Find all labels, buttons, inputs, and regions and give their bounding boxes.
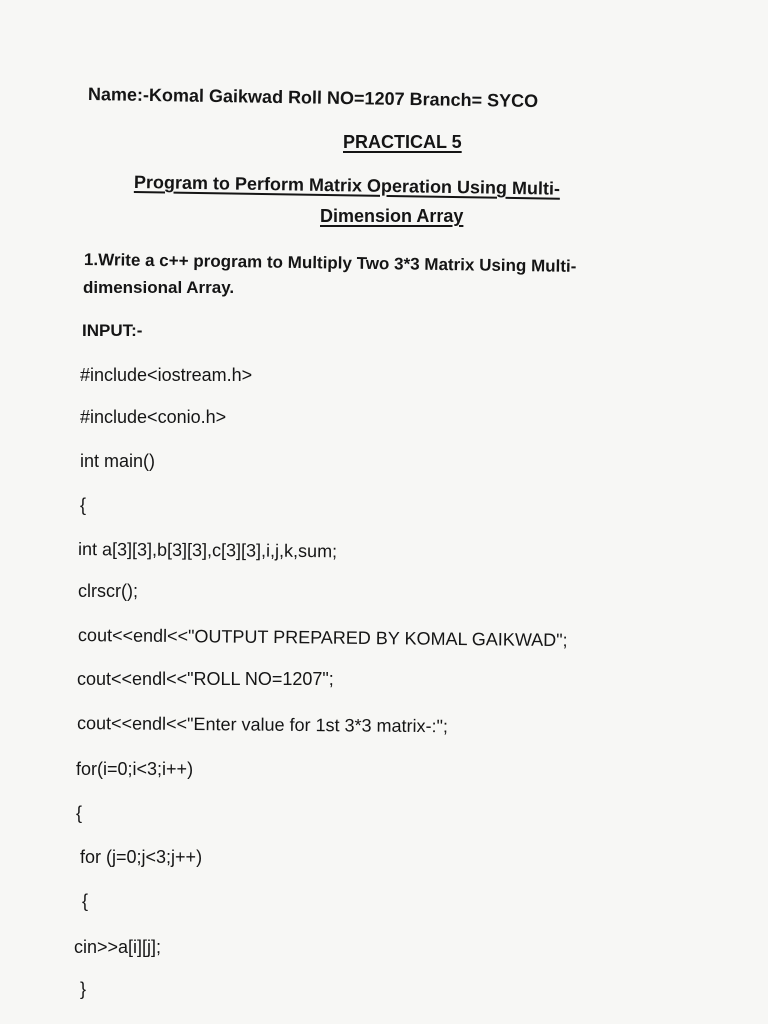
code-line: { [80, 495, 87, 515]
code-line: cout<<endl<<"Enter value for 1st 3*3 matrix-:"; [76, 713, 449, 737]
code-line: #include<iostream.h> [80, 365, 253, 385]
code-line: for (j=0;j<3;j++) [80, 847, 203, 867]
program-title-line-1: Program to Perform Matrix Operation Using Multi- [133, 172, 561, 199]
code-line: clrscr(); [78, 581, 138, 601]
input-label: INPUT:- [82, 321, 143, 340]
code-line: cout<<endl<<"ROLL NO=1207"; [77, 669, 334, 689]
code-line: for(i=0;i<3;i++) [76, 759, 194, 779]
program-title-line-2: Dimension Array [320, 206, 464, 226]
code-line: { [82, 891, 89, 911]
code-line: } [80, 979, 87, 999]
code-line: #include<conio.h> [80, 407, 227, 427]
code-line: int main() [80, 451, 156, 471]
question-line-1: 1.Write a c++ program to Multiply Two 3*3 Matrix Using Multi- [83, 250, 577, 276]
code-line: cout<<endl<<"OUTPUT PREPARED BY KOMAL GAIKWAD"; [77, 625, 568, 651]
code-line: { [76, 803, 83, 823]
code-line: int a[3][3],b[3][3],c[3][3],i,j,k,sum; [77, 539, 338, 562]
question-line-2: dimensional Array. [83, 278, 235, 297]
practical-title: PRACTICAL 5 [343, 132, 462, 152]
code-line: cin>>a[i][j]; [74, 937, 162, 957]
header-name-line: Name:-Komal Gaikwad Roll NO=1207 Branch= SYCO [87, 84, 539, 112]
